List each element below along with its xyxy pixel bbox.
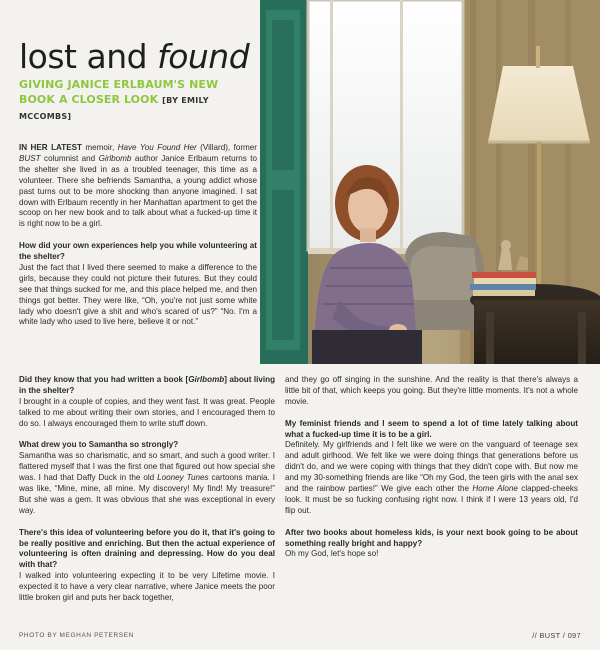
qa-block-1 — [19, 241, 257, 328]
article-subtitle — [19, 77, 257, 124]
column-1 — [19, 143, 257, 339]
question: After two books about homeless kids, is your next book going to be about something really bright and happy? — [285, 527, 578, 548]
intro-paragraph: IN HER LATEST memoir, Have You Found Her (Villard), former BUST columnist and Girlbomb author Janice Erlbaum returns to the shelter she lived in as a troubled teenager, this time as a volunteer. There she befriends Samantha, a young addict whose past turns out to be more shocking than anyone imagined. I sat down with Erlbaum recently in her Manhattan apartment to get the scoop on her new book and to talk about what a fucked-up time it is right now to be a girl. — [19, 143, 257, 229]
title-italic: found — [157, 37, 250, 76]
question: My feminist friends and I seem to spend a lot of time lately talking about what a fucked-up time it is to be a girl. — [285, 418, 578, 439]
question: What drew you to Samantha so strongly? — [19, 440, 179, 450]
answer: I walked into volunteering expecting it to be very Lifetime movie. I expected it to have a very clear narrative, where Janice meets the poor little broken girl and puts her back together, — [19, 571, 275, 603]
qa-block-2 — [19, 375, 275, 430]
column-2 — [19, 375, 275, 615]
qa-block-3: What drew you to Samantha so strongly? Samantha was so charismatic, and so smart, and such a good writer. I flattered myself that I was the first one that figured out how special she was. I had that Daffy Duck in the old Looney Tunes cartoons mania. I was like, “Mine, mine, all mine. My discovery! My find! My treasure!” But she was a gem. It was obvious that she was exceptional in every way. — [19, 440, 276, 515]
answer: Oh my God, let's hope so! — [285, 549, 379, 559]
page-title — [19, 37, 250, 76]
column-3 — [285, 375, 578, 571]
qa-block-4 — [19, 528, 275, 604]
answer: I brought in a couple of copies, and they went fast. It was great. People talked to me about writing their own stories, and I encouraged them to do so. I always encouraged them to write stuff down. — [19, 396, 275, 428]
qa-block-6 — [285, 528, 578, 561]
question: There's this idea of volunteering before you do it, that it's going to be really positive and enriching. But then the actual experience of volunteering is often draining and depressing. How do you deal with that? — [19, 527, 275, 570]
question: Did they know that you had written a book [Girlbomb] about living in the shelter? — [19, 375, 276, 395]
qa-block-5: My feminist friends and I seem to spend a lot of time lately talking about what a fucked-up time it is to be a girl. Definitely. My girlfriends and I felt like we were on the vanguard of teenage sex and adult girlhood. We felt like we were doing things that generations before us didn't do, and we were coping with things that they didn't cope with. But now me and my 30-something friends are like “Oh my God, the teen girls with the anal sex and the rainbow parties!” We give each other the Home Alone clapped-cheeks look. It must be so fucking confusing right now. I think if I were 13 years old, I'd flip out. — [285, 418, 578, 515]
byline: [BY EMILY MCCOMBS] — [19, 96, 209, 121]
qa-block-4-continued: and they go off singing in the sunshine. And the reality is that there's always a little bit of that, which keeps you going. But they're little moments. It's not a whole movie. — [285, 375, 578, 406]
answer: Just the fact that I lived there seemed to make a difference to the girls, because they could not picture their futures. But they could see that things sucked for me, and this place helped me, and then things got better. They were like, “Oh, you're not just some white lady who doesn't give a shit and who's scared of us?” “No. I'm a white lady who used to live here, believe it or not.” — [19, 262, 257, 327]
page-folio: // BUST / 097 — [532, 631, 581, 640]
subtitle-text: GIVING JANICE ERLBAUM'S NEW BOOK A CLOSER LOOK — [19, 78, 219, 106]
title-main: lost and — [19, 37, 148, 76]
question: How did your own experiences help you while volunteering at the shelter? — [19, 241, 257, 262]
article-photo — [260, 0, 600, 364]
photo-credit: PHOTO BY MEGHAN PETERSEN — [19, 632, 134, 639]
